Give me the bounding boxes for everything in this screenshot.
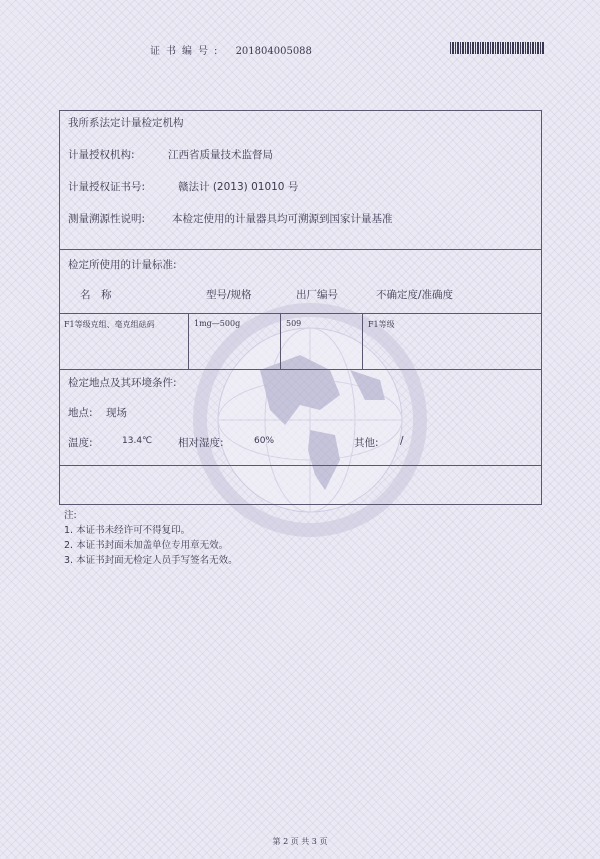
calibration-info-table [59,110,542,505]
col-model: 型号/规格 [206,289,252,301]
standards-title: 检定所使用的计量标准: [68,259,177,271]
other-value: / [400,435,404,447]
barcode [450,42,545,54]
col-name: 名 称 [80,289,112,301]
org-title: 我所系法定计量检定机构 [68,117,184,129]
note-item: 1. 本证书未经许可不得复印。 [64,525,191,536]
humidity-value: 60% [254,436,275,446]
traceability-label: 测量溯源性说明: [68,213,146,225]
certificate-header [150,42,312,57]
authorized-org-value: 江西省质量技术监督局 [168,149,273,161]
cert-no-value: 赣法计 (2013) 01010 号 [178,181,299,193]
col-serial: 出厂编号 [296,289,338,301]
location-label: 地点: [68,407,93,419]
temperature-label: 温度: [68,437,93,449]
notes-title: 注: [64,510,77,521]
other-label: 其他: [354,437,379,449]
traceability-value: 本检定使用的计量器具均可溯源到国家计量基准 [172,213,393,225]
humidity-label: 相对湿度: [178,437,224,449]
notes [64,508,238,568]
row-model: 1mg—500g [194,319,241,328]
temperature-value: 13.4℃ [122,436,153,446]
cert-no-label: 计量授权证书号: [68,181,146,193]
row-serial: 509 [286,319,302,328]
row-name: F1等级克组、毫克组砝码 [64,320,155,329]
authorized-org-label: 计量授权机构: [68,149,135,161]
page-number: 第 2 页 共 3 页 [272,837,328,846]
env-title: 检定地点及其环境条件: [68,377,177,389]
cert-number-label: 证书编号: [150,46,224,57]
note-item: 2. 本证书封面未加盖单位专用章无效。 [64,540,229,551]
cert-number: 201804005088 [235,46,312,57]
note-item: 3. 本证书封面无检定人员手写签名无效。 [64,555,238,566]
row-grade: F1等级 [368,320,395,329]
location-value: 现场 [106,407,127,419]
col-uncertainty: 不确定度/准确度 [376,289,454,301]
